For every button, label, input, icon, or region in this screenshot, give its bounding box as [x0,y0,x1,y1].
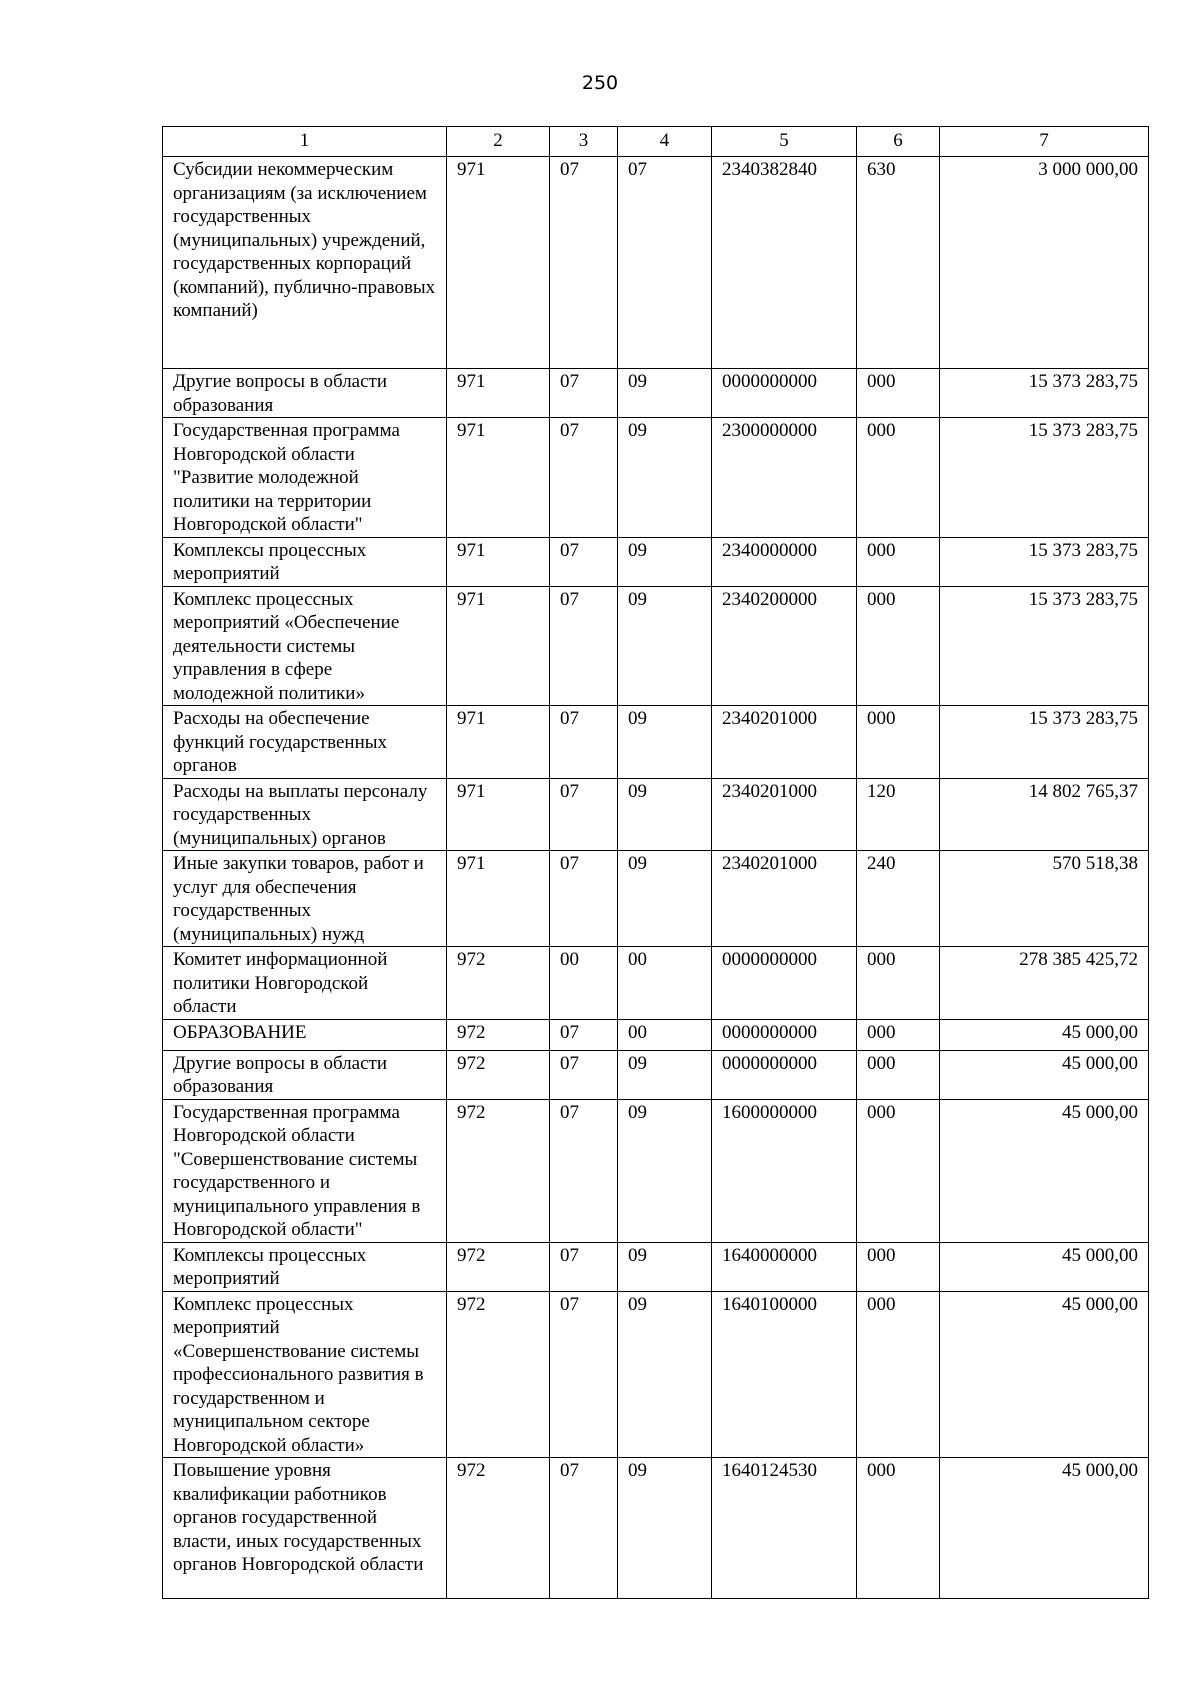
column-header: 3 [550,127,618,157]
table-row [163,1099,1149,1242]
table-row [163,851,1149,947]
expense-type-code: 000 [857,1291,940,1458]
expense-type-code: 120 [857,778,940,851]
subsection-code: 09 [618,1242,712,1291]
table-row [163,947,1149,1020]
table-row [163,1458,1149,1599]
amount: 45 000,00 [940,1291,1149,1458]
ministry-code: 972 [447,1458,550,1599]
amount: 45 000,00 [940,1050,1149,1099]
subsection-code: 09 [618,418,712,538]
subsection-code: 09 [618,778,712,851]
expense-type-code: 000 [857,537,940,586]
amount: 3 000 000,00 [940,157,1149,369]
column-header: 5 [712,127,857,157]
target-article-code: 2340201000 [712,706,857,779]
row-name: Комплекс процессных мероприятий «Обеспечение деятельности системы управления в сфере молодежной политики» [163,586,447,706]
table-row [163,586,1149,706]
table-row [163,418,1149,538]
amount: 15 373 283,75 [940,706,1149,779]
section-code: 07 [550,369,618,418]
ministry-code: 971 [447,418,550,538]
ministry-code: 971 [447,369,550,418]
subsection-code: 09 [618,706,712,779]
amount: 45 000,00 [940,1099,1149,1242]
table-row [163,706,1149,779]
ministry-code: 972 [447,1050,550,1099]
row-name: Государственная программа Новгородской области "Развитие молодежной политики на территории Новгородской области" [163,418,447,538]
table-row [163,537,1149,586]
section-code: 07 [550,1099,618,1242]
expense-type-code: 630 [857,157,940,369]
amount: 45 000,00 [940,1019,1149,1050]
section-code: 07 [550,1458,618,1599]
table-row [163,1050,1149,1099]
table-row [163,369,1149,418]
ministry-code: 971 [447,537,550,586]
expense-type-code: 000 [857,1019,940,1050]
section-code: 07 [550,418,618,538]
subsection-code: 09 [618,586,712,706]
amount: 15 373 283,75 [940,369,1149,418]
target-article-code: 1640100000 [712,1291,857,1458]
ministry-code: 972 [447,1242,550,1291]
section-code: 07 [550,1291,618,1458]
table-row [163,1242,1149,1291]
expense-type-code: 000 [857,706,940,779]
column-header: 7 [940,127,1149,157]
ministry-code: 971 [447,706,550,779]
row-name: Иные закупки товаров, работ и услуг для обеспечения государственных (муниципальных) нужд [163,851,447,947]
section-code: 07 [550,1050,618,1099]
row-name: Расходы на обеспечение функций государственных органов [163,706,447,779]
subsection-code: 00 [618,1019,712,1050]
subsection-code: 09 [618,1050,712,1099]
section-code: 00 [550,947,618,1020]
target-article-code: 2300000000 [712,418,857,538]
row-name: Другие вопросы в области образования [163,1050,447,1099]
amount: 15 373 283,75 [940,586,1149,706]
section-code: 07 [550,851,618,947]
subsection-code: 09 [618,1099,712,1242]
expense-type-code: 000 [857,1050,940,1099]
amount: 570 518,38 [940,851,1149,947]
expense-type-code: 000 [857,1242,940,1291]
row-name: Повышение уровня квалификации работников органов государственной власти, иных государственных органов Новгородской области [163,1458,447,1599]
target-article-code: 2340200000 [712,586,857,706]
ministry-code: 972 [447,1291,550,1458]
ministry-code: 972 [447,1019,550,1050]
budget-table [162,126,1149,1599]
subsection-code: 09 [618,1458,712,1599]
subsection-code: 09 [618,851,712,947]
subsection-code: 07 [618,157,712,369]
column-header: 1 [163,127,447,157]
ministry-code: 972 [447,1099,550,1242]
amount: 15 373 283,75 [940,418,1149,538]
table-row [163,157,1149,369]
target-article-code: 2340382840 [712,157,857,369]
expense-type-code: 000 [857,1458,940,1599]
row-name: Государственная программа Новгородской области "Совершенствование системы государственного и муниципального управления в Новгородской области" [163,1099,447,1242]
section-code: 07 [550,1242,618,1291]
column-header: 2 [447,127,550,157]
expense-type-code: 240 [857,851,940,947]
expense-type-code: 000 [857,947,940,1020]
subsection-code: 09 [618,537,712,586]
section-code: 07 [550,706,618,779]
ministry-code: 971 [447,157,550,369]
target-article-code: 2340201000 [712,778,857,851]
section-code: 07 [550,537,618,586]
subsection-code: 00 [618,947,712,1020]
target-article-code: 0000000000 [712,369,857,418]
section-code: 07 [550,157,618,369]
amount: 45 000,00 [940,1458,1149,1599]
target-article-code: 2340201000 [712,851,857,947]
section-code: 07 [550,586,618,706]
target-article-code: 0000000000 [712,947,857,1020]
expense-type-code: 000 [857,586,940,706]
ministry-code: 971 [447,778,550,851]
page-number: 250 [581,72,619,94]
column-header: 4 [618,127,712,157]
target-article-code: 1600000000 [712,1099,857,1242]
row-name: ОБРАЗОВАНИЕ [163,1019,447,1050]
row-name: Комплексы процессных мероприятий [163,1242,447,1291]
table-row [163,1019,1149,1050]
amount: 278 385 425,72 [940,947,1149,1020]
amount: 45 000,00 [940,1242,1149,1291]
target-article-code: 0000000000 [712,1050,857,1099]
row-name: Комитет информационной политики Новгородской области [163,947,447,1020]
row-name: Субсидии некоммерческим организациям (за исключением государственных (муниципальных) учреждений, государственных корпораций (компаний), публично-правовых компаний) [163,157,447,369]
row-name: Расходы на выплаты персоналу государственных (муниципальных) органов [163,778,447,851]
ministry-code: 971 [447,851,550,947]
target-article-code: 1640000000 [712,1242,857,1291]
ministry-code: 972 [447,947,550,1020]
ministry-code: 971 [447,586,550,706]
table-header-row [163,127,1149,157]
subsection-code: 09 [618,369,712,418]
row-name: Комплексы процессных мероприятий [163,537,447,586]
row-name: Другие вопросы в области образования [163,369,447,418]
section-code: 07 [550,1019,618,1050]
amount: 15 373 283,75 [940,537,1149,586]
target-article-code: 1640124530 [712,1458,857,1599]
amount: 14 802 765,37 [940,778,1149,851]
expense-type-code: 000 [857,418,940,538]
column-header: 6 [857,127,940,157]
expense-type-code: 000 [857,369,940,418]
row-name: Комплекс процессных мероприятий «Совершенствование системы профессионального развития в государственном и муниципальном секторе Новгородской области» [163,1291,447,1458]
expense-type-code: 000 [857,1099,940,1242]
target-article-code: 2340000000 [712,537,857,586]
section-code: 07 [550,778,618,851]
subsection-code: 09 [618,1291,712,1458]
table-row [163,1291,1149,1458]
table-row [163,778,1149,851]
target-article-code: 0000000000 [712,1019,857,1050]
